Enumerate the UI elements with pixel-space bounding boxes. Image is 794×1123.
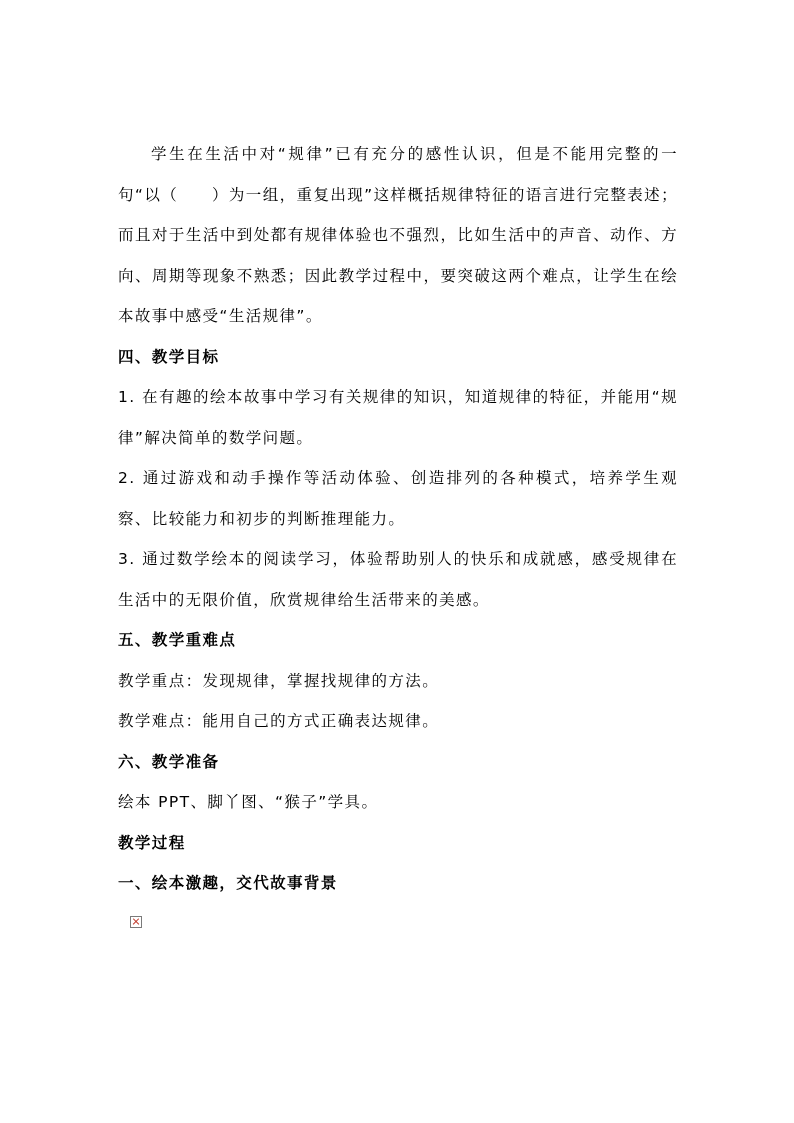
teaching-process-heading: 教学过程 bbox=[118, 833, 186, 852]
goal-item-3: 3. 通过数学绘本的阅读学习，体验帮助别人的快乐和成就感，感受规律在生活中的无限价值，欣赏规律给生活带来的美感。 bbox=[118, 550, 678, 609]
key-point: 教学重点：发现规律，掌握找规律的方法。 bbox=[118, 671, 440, 690]
difficult-point: 教学难点：能用自己的方式正确表达规律。 bbox=[118, 712, 440, 730]
section-heading-preparation: 六、教学准备 bbox=[118, 752, 220, 771]
goal-item-2: 2. 通过游戏和动手操作等活动体验、创造排列的各种模式，培养学生观察、比较能力和初步的判断推理能力。 bbox=[118, 469, 678, 528]
section-heading-key-difficult-points: 五、教学重难点 bbox=[118, 631, 237, 649]
section-heading-teaching-goals: 四、教学目标 bbox=[118, 347, 220, 366]
preparation-text: 绘本 PPT、脚丫图、“猴子”学具。 bbox=[118, 793, 379, 811]
broken-image-icon bbox=[130, 916, 142, 928]
step-1-heading: 一、绘本激趣，交代故事背景 bbox=[118, 874, 338, 892]
intro-paragraph: 学生在生活中对“规律”已有充分的感性认识，但是不能用完整的一句“以（ ）为一组，重复出现”这样概括规律特征的语言进行完整表述；而且对于生活中到处都有规律体验也不强烈，比如生活中的声音、动作、方向、周期等现象不熟悉；因此教学过程中，要突破这两个难点，让学生在绘本故事中感受“生活规律”。 bbox=[118, 145, 678, 325]
goal-item-1: 1. 在有趣的绘本故事中学习有关规律的知识，知道规律的特征，并能用“规律”解决简单的数学问题。 bbox=[118, 388, 678, 447]
